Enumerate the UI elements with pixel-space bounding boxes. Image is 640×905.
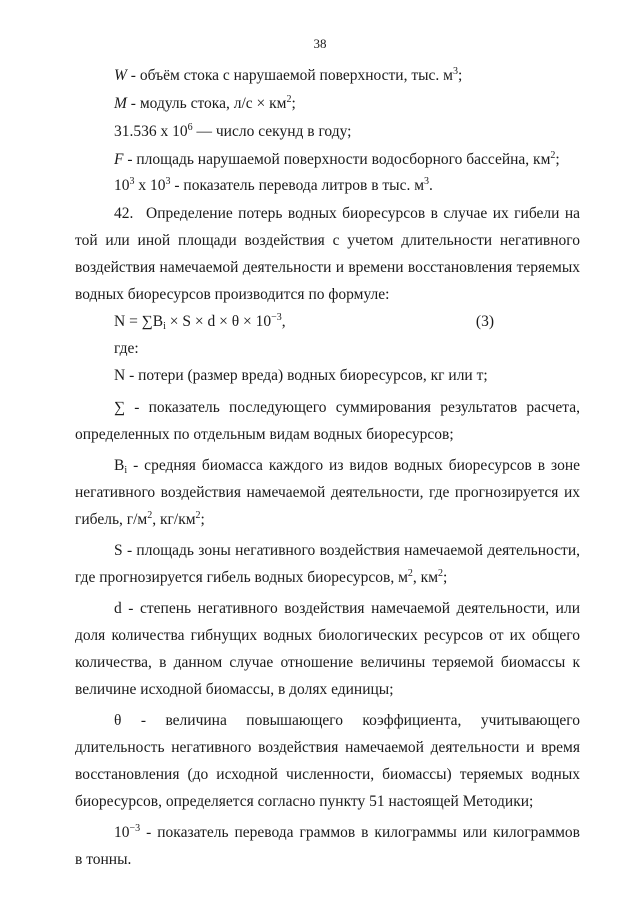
definition-d-line-4: величине исходной биомассы, в долях единицы; (75, 681, 394, 698)
definition-s-line-2: где прогнозируется гибель водных биоресурсов, $м^2$, $км^2$; (75, 568, 448, 586)
definition-theta-line-4: биоресурсов, определяется согласно пункту 51 настоящей Методики; (75, 793, 534, 810)
variable-f: F (114, 151, 124, 168)
variable-m: M (114, 95, 127, 112)
definition-conversion: $10^3$ x $10^3$ - показатель перевода литров в тыс. $м^3$. (114, 176, 433, 194)
definition-f: F - площадь нарушаемой поверхности водосборного бассейна, $км^2$; (114, 150, 560, 168)
definition-m: M - модуль стока, $л/с \times км^2$; (114, 94, 296, 112)
page-number: 38 (313, 36, 327, 51)
where-label: где: (114, 340, 139, 357)
definition-sum-line-1: ∑ - показатель последующего суммирования результатов расчета, (114, 399, 580, 416)
definition-conversion-grams-line-1: $10^{-3}$ - показатель перевода граммов в килограммы или килограммов (114, 823, 580, 841)
definition-theta-line-3: восстановления (до исходной численности, биомассы) теряемых водных (75, 766, 580, 783)
definition-theta-line-1: θ - величина повышающего коэффициента, учитывающего (114, 712, 580, 729)
definition-conversion-grams-line-2: в тонны. (75, 851, 132, 868)
definition-d-line-1: d - степень негативного воздействия намечаемой деятельности, или (114, 600, 580, 617)
definition-d-line-3: количества, в данном случае отношение величины теряемой биомассы к (75, 654, 580, 671)
variable-w: W (114, 67, 127, 84)
paragraph-number: 42. (114, 205, 134, 222)
definition-bi-line-1: $B_i$ - средняя биомасса каждого из видов водных биоресурсов в зоне (114, 457, 580, 476)
definition-n: N - потери (размер вреда) водных биоресурсов, кг или т; (114, 367, 488, 384)
definition-s-line-1: S - площадь зоны негативного воздействия намечаемой деятельности, (114, 542, 580, 559)
paragraph-42-line-2: той или иной площади воздействия с учетом длительности негативного (75, 232, 580, 249)
definition-seconds: 31.536 x $10^6$ — число секунд в году; (114, 122, 352, 140)
definition-sum-line-2: определенных по отдельным видам водных биоресурсов; (75, 426, 454, 443)
formula-number: (3) (475, 313, 494, 330)
definition-w: W - объём стока с нарушаемой поверхности, тыс. $м^3$; (114, 66, 463, 84)
paragraph-42-line-3: воздействия намечаемой деятельности и времени восстановления теряемых (75, 259, 580, 276)
definition-theta-line-2: длительность негативного воздействия намечаемой деятельности и время (75, 739, 580, 756)
formula-3: $N = \sum B_i \times S \times d \times \theta \times 10^{-3}$, (3) (114, 312, 494, 332)
definition-bi-line-2: негативного воздействия намечаемой деятельности, где прогнозируется их (75, 484, 580, 501)
definition-d-line-2: доля количества гибнущих водных биологических ресурсов от их общего (75, 627, 580, 644)
definition-bi-line-3: гибель, $г/м^2$, $кг/км^2$; (75, 510, 205, 528)
paragraph-42-line-1: 42. Определение потерь водных биоресурсов в случае их гибели на (114, 205, 580, 222)
paragraph-42-line-4: водных биоресурсов производится по формуле: (75, 286, 390, 303)
